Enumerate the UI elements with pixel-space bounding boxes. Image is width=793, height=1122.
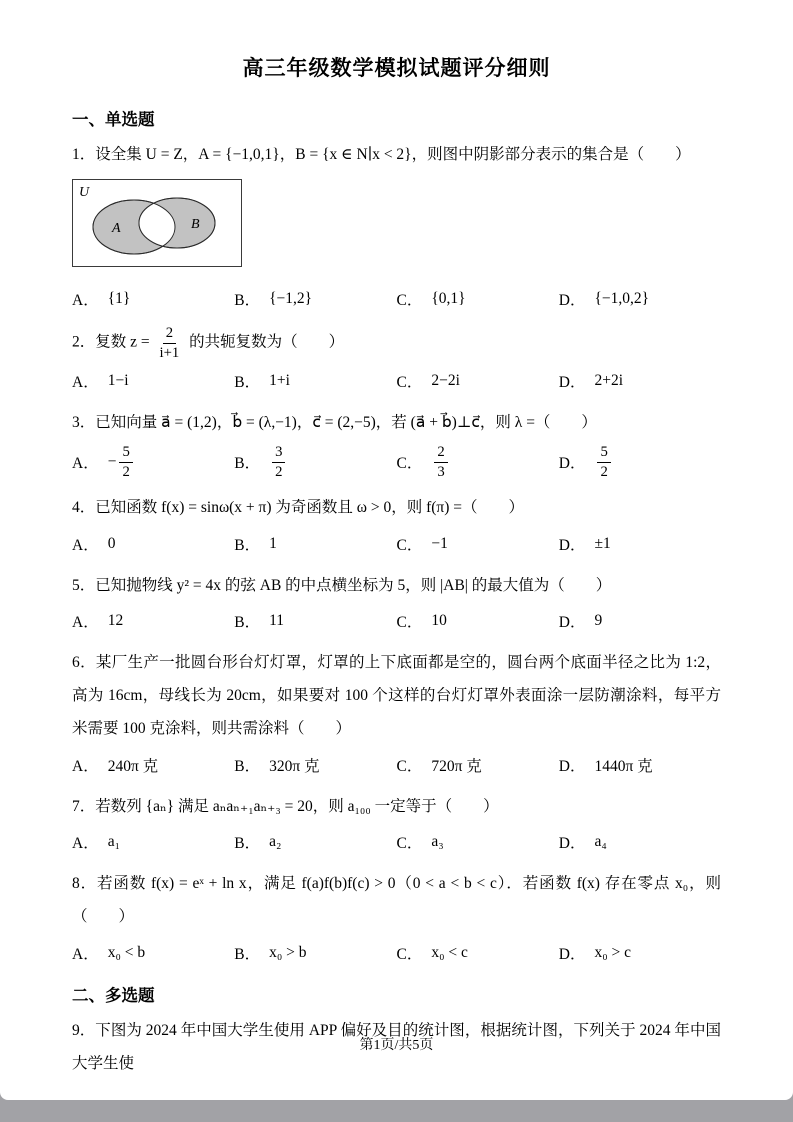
stem-math: U = Z，A = {−1,0,1}，B = {x ∈ N∣x < 2} [145,146,412,163]
question-6 [72,646,721,780]
question-2 [72,324,721,396]
option-text: 1440π 克 [594,757,653,775]
option-label: A． [72,613,99,631]
page-number-footer: 第1页/共5页 [359,1038,434,1053]
option-label: C． [396,374,423,392]
fraction-denominator: 2 [275,463,283,480]
q8-option-a [72,938,234,968]
fraction-denominator: 2 [122,463,130,480]
option-text: a₁ [107,833,120,851]
option-text: 240π 克 [107,757,159,775]
q5-option-a [72,606,234,636]
option-text: 11 [269,611,285,629]
q3-option-a [72,443,234,481]
option-text: 12 [107,611,124,629]
q1-option-a [72,284,234,314]
page-gap [0,1100,793,1122]
option-text: x₀ < c [431,943,468,961]
q8-option-d [559,938,721,968]
question-7-stem: 7．若数列 {aₙ} 满足 aₙaₙ₊₁aₙ₊₃ = 20，则 a₁₀₀ 一定等于（ ） [72,797,499,815]
q1-option-b [234,284,396,314]
option-label: D． [558,536,586,554]
question-7-options [72,827,721,857]
option-label: A． [72,536,99,554]
q3-option-c [397,443,559,481]
option-label: D． [558,945,586,963]
option-text: {0,1} [431,290,466,308]
option-label: A． [72,292,99,310]
question-2-stem [72,324,721,362]
fraction-numerator: 2 [163,324,176,343]
q7-option-a [72,827,234,857]
q5-option-c [397,606,559,636]
q4-option-d [559,529,721,559]
q6-option-b [234,750,396,780]
section-heading-multi-choice: 二、多选题 [72,985,155,1005]
option-label: D． [558,455,586,473]
question-4-stem: 4．已知函数 f(x) = sinω(x + π) 为奇函数且 ω > 0，则 f(π) =（ ） [72,499,525,517]
venn-diagram [72,179,242,272]
option-label: A． [72,835,99,853]
option-text: 10 [431,611,447,629]
fraction [434,443,447,481]
section-heading-single-choice: 一、单选题 [72,110,155,129]
q8-option-c [397,938,559,968]
option-text: x₀ < b [107,943,146,961]
option-label: C． [396,536,423,554]
fraction-denominator: 3 [437,463,445,480]
q3-option-b [234,443,396,481]
page-title: 高三年级数学模拟试题评分细则 [242,56,551,80]
question-9-stem: 9．下图为 2024 年中国大学生使用 APP 偏好及目的统计图，根据统计图，下列关于 2024 年中国大学生使 [72,1021,721,1072]
q5-option-b [234,606,396,636]
option-label: C． [396,613,423,631]
q4-option-c [397,529,559,559]
option-label: D． [558,374,586,392]
option-text: {−1,0,2} [594,290,650,308]
option-text: 2+2i [594,372,624,390]
question-1-stem [72,138,721,171]
q5-option-d [559,606,721,636]
option-text: 1 [269,534,277,552]
option-sign: − [107,453,117,471]
question-3 [72,406,721,481]
q7-option-c [397,827,559,857]
fraction-numerator: 5 [119,443,132,462]
q6-option-d [559,750,721,780]
fraction-numerator: 5 [597,443,610,462]
option-label: B． [234,374,261,392]
option-label: C． [396,292,423,310]
q8-option-b [234,938,396,968]
option-text: a₄ [594,833,607,851]
venn-label-u: U [79,185,90,201]
option-text: 9 [594,611,603,629]
q1-option-d [559,284,721,314]
option-text: 720π 克 [431,757,482,775]
q1-option-c [397,284,559,314]
venn-label-a: A [112,221,121,237]
fraction [597,443,610,481]
option-label: A． [72,757,99,775]
fraction [272,443,285,481]
option-label: B． [234,945,261,963]
q7-option-b [234,827,396,857]
option-label: B． [234,835,261,853]
q2-option-a [72,366,234,396]
question-5-options [72,606,721,636]
question-1-options [72,284,721,314]
stem-text: 的共轭复数为（ ） [185,333,345,351]
q2-option-b [234,366,396,396]
stem-text: 1．设全集 [72,146,146,163]
option-text: 1−i [107,372,129,390]
question-5 [72,569,721,636]
option-label: A． [72,374,99,392]
question-4-options [72,529,721,559]
option-text: ±1 [594,534,611,552]
question-2-options [72,366,721,396]
q3-option-d [559,443,721,481]
option-label: C． [396,945,423,963]
fraction [157,324,183,362]
option-text: 2−2i [431,372,460,390]
question-4 [72,491,721,558]
option-text: x₀ > c [594,943,631,961]
question-8-options [72,938,721,968]
option-text: a₂ [269,833,282,851]
option-label: B． [234,455,261,473]
question-7 [72,790,721,857]
option-label: B． [234,613,261,631]
option-label: A． [72,455,99,473]
option-label: C． [396,455,423,473]
option-label: B． [234,292,261,310]
q7-option-d [559,827,721,857]
question-3-options [72,443,721,481]
q2-option-c [397,366,559,396]
option-label: B． [234,757,261,775]
option-text: 320π 克 [269,757,320,775]
option-label: D． [558,292,586,310]
stem-text: ，则图中阴影部分表示的集合是（ ） [411,146,691,163]
q6-option-a [72,750,234,780]
fraction [119,443,132,481]
q2-option-d [559,366,721,396]
option-label: D． [558,757,586,775]
q6-option-c [397,750,559,780]
q4-option-b [234,529,396,559]
option-text: 1+i [269,372,290,390]
option-text: {1} [107,290,131,308]
option-label: C． [396,757,423,775]
fraction-denominator: i+1 [159,344,180,361]
question-1 [72,138,721,314]
fraction-numerator: 2 [434,443,447,462]
option-label: D． [558,835,586,853]
stem-text: 2．复数 z = [72,333,154,351]
option-label: C． [396,835,423,853]
question-8 [72,867,721,968]
venn-label-b: B [191,217,200,233]
option-label: D． [558,613,586,631]
option-label: A． [72,945,99,963]
question-3-stem: 3．已知向量 a⃗ = (1,2)，b⃗ = (λ,−1)，c⃗ = (2,−5)，若 (a⃗ + b⃗)⊥c⃗，则 λ =（ ） [72,414,597,432]
option-label: B． [234,536,261,554]
question-8-stem: 8．若函数 f(x) = eˣ + ln x，满足 f(a)f(b)f(c) > 0（0 < a < b < c）．若函数 f(x) 存在零点 x₀，则（ ） [72,875,721,926]
fraction-denominator: 2 [600,463,608,480]
option-text: x₀ > b [269,943,307,961]
venn-svg [72,179,242,267]
option-text: 0 [107,534,116,552]
q4-option-a [72,529,234,559]
option-text: {−1,2} [269,290,313,308]
option-text: −1 [431,534,448,552]
question-6-options [72,750,721,780]
question-6-stem: 6．某厂生产一批圆台形台灯灯罩，灯罩的上下底面都是空的，圆台两个底面半径之比为 1:2，高为 16cm，母线长为 20cm，如果要对 100 个这样的台灯灯罩外表面涂一层防潮涂料，每平方米需要 100 克涂料，则共需涂料（ ） [72,653,721,738]
option-text: a₃ [431,833,444,851]
question-5-stem: 5．已知抛物线 y² = 4x 的弦 AB 的中点横坐标为 5，则 |AB| 的最大值为（ ） [72,576,612,594]
fraction-numerator: 3 [272,443,285,462]
